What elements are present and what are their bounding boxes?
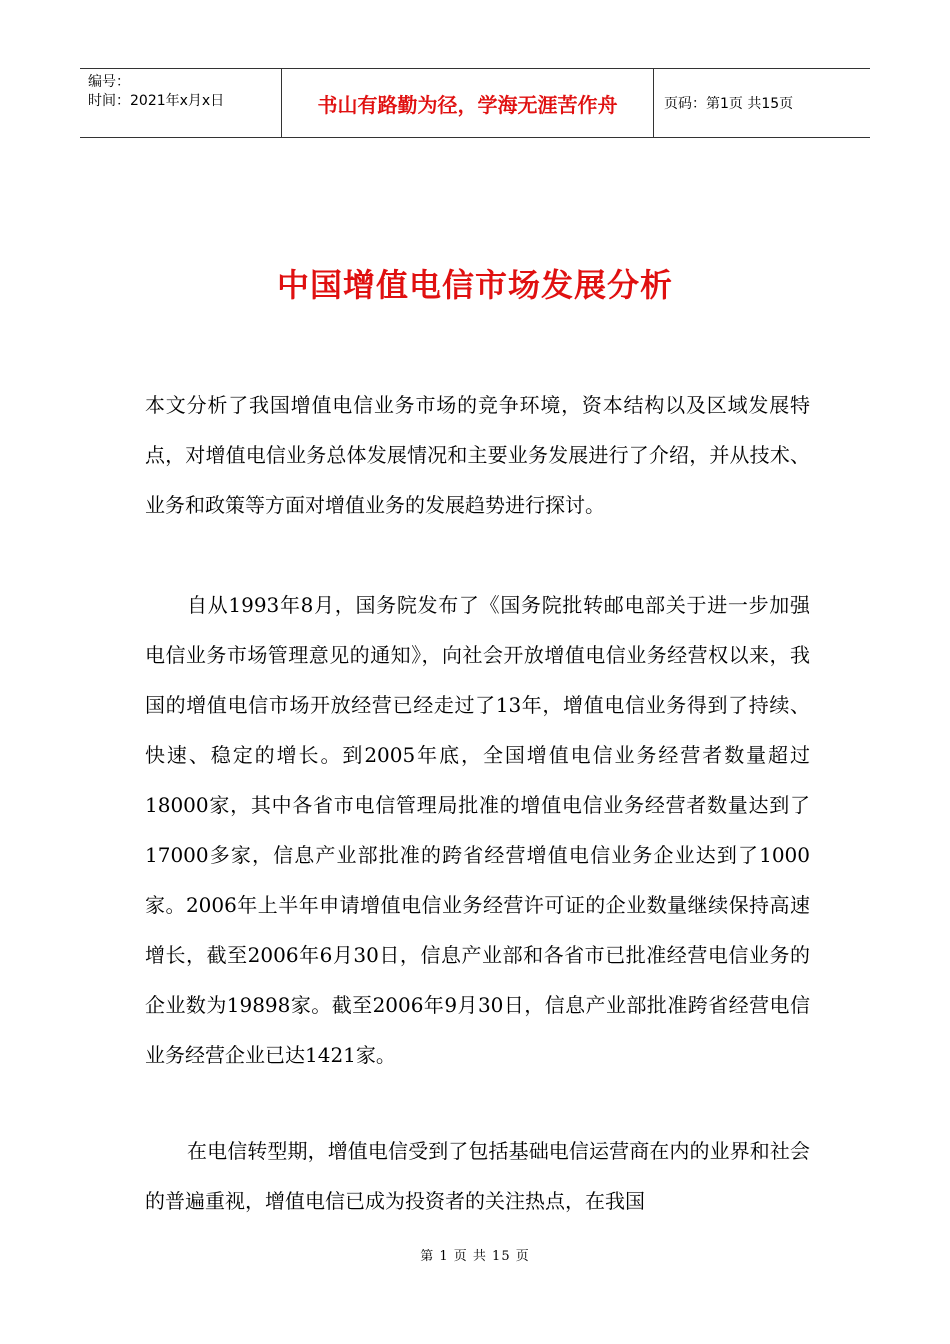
- document-header: [80, 68, 870, 138]
- time-label: 时间：2021年x月x日: [88, 93, 225, 109]
- page-footer: 第 1 页 共 15 页: [420, 1249, 530, 1264]
- paragraph-history: 自从1993年8月，国务院发布了《国务院批转邮电部关于进一步加强电信业务市场管理意见的通知》，向社会开放增值电信业务经营权以来，我国的增值电信市场开放经营已经走过了13年，增值电信业务得到了持续、快速、稳定的增长。到2005年底，全国增值电信业务经营者数量超过18000家，其中各省市电信管理局批准的增值电信业务经营者数量达到了17000多家，信息产业部批准的跨省经营增值电信业务企业达到了1000家。2006年上半年申请增值电信业务经营许可证的企业数量继续保持高速增长，截至2006年6月30日，信息产业部和各省市已批准经营电信业务的企业数为19898家。截至2006年9月30日，信息产业部批准跨省经营电信业务经营企业已达1421家。: [145, 593, 810, 1067]
- header-page-info: 页码：第1页 共15页: [664, 96, 794, 112]
- paragraph-abstract: 本文分析了我国增值电信业务市场的竞争环境，资本结构以及区域发展特点，对增值电信业务总体发展情况和主要业务发展进行了介绍，并从技术、业务和政策等方面对增值业务的发展趋势进行探讨。: [145, 393, 810, 517]
- header-motto: 书山有路勤为径，学海无涯苦作舟: [282, 69, 654, 137]
- document-title: 中国增值电信市场发展分析: [276, 266, 673, 304]
- paragraph-transition: 在电信转型期，增值电信受到了包括基础电信运营商在内的业界和社会的普遍重视，增值电信已成为投资者的关注热点，在我国: [145, 1139, 810, 1213]
- header-meta: [80, 69, 282, 137]
- number-label: 编号：: [88, 74, 130, 90]
